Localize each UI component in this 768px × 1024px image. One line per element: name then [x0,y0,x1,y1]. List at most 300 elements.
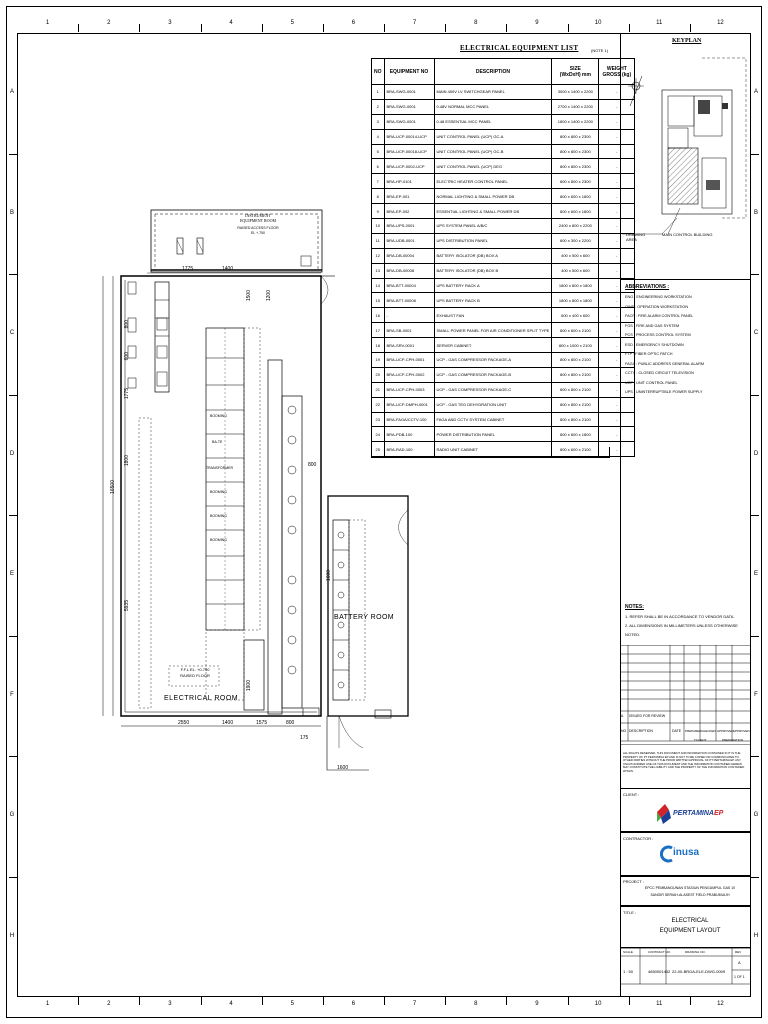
table-header-row [372,59,635,85]
cell-equipment-no: BRA-FAGA/CCTV-100 [384,412,434,427]
column-marker-bottom: 3 [168,1001,172,1007]
footer-drawing-no: 22-00-BRGA-ELE-DWG-0009 [672,969,726,974]
row-marker-right: D [753,450,759,457]
column-divider-tick [262,997,263,1005]
cell-weight: - [599,278,635,293]
table-row [372,412,635,427]
cell-size: 800 x 800 x 2100 [552,367,599,382]
cell-weight: - [599,248,635,263]
abbreviation-item: FACP : FIRE ALARM CONTROL PANEL [625,314,694,318]
col-weight: WEIGHT GROSS (kg) [599,59,635,85]
column-divider-tick [506,24,507,32]
footer-contract-label: CONTRACT NO. [648,950,671,954]
cell-description: UCP - GAS TEG DEHYDRATION UNIT [434,397,552,412]
cell-no: 8 [372,189,385,204]
abbreviation-item: FGS : FIRE AND GAS SYSTEM [625,323,680,328]
cell-description: UCP - GAS COMPRESSOR PACKAGE-B [434,367,552,382]
column-marker-bottom: 6 [351,1001,356,1007]
table-row [372,308,635,323]
footer-drawing-label: DRAWING NO. [685,950,706,954]
panel-label-6: BOOMING [210,538,227,542]
cell-description: UPS BATTERY RACK A [434,278,552,293]
table-row [372,174,635,189]
abbreviation-item: UCP : UNIT CONTROL PANEL [625,380,678,385]
column-marker-top: 10 [594,20,602,26]
row-marker-left: G [9,812,15,819]
cell-description: UNIT CONTROL PANEL (UCP) GC-A [434,129,552,144]
column-marker-top: 2 [107,20,111,26]
abbreviations-list [625,293,749,398]
column-divider-tick [568,997,569,1005]
row-marker-right: F [754,691,758,698]
rev-header-date: DATE [672,729,682,733]
instrument-room-sub: RAISED ACCESS FLOOR EL +.750 [237,226,279,235]
column-divider-tick [139,24,140,32]
rev-header-description: DESCRIPTION [629,729,653,733]
cell-equipment-no: BRA-SB-0001 [384,323,434,338]
table-row [372,353,635,368]
row-divider-tick [751,274,759,275]
dim-left-total: 16500 [110,480,116,494]
contractor-name: inusa [673,847,700,858]
table-row [372,219,635,234]
cell-weight: - [599,114,635,129]
drawing-title-box [620,906,751,948]
row-marker-right: C [753,330,759,337]
table-row [372,144,635,159]
cell-weight: - [599,189,635,204]
dim-175: 175 [300,735,309,741]
column-divider-tick [629,997,630,1005]
cell-equipment-no: BRA-BTT-00004 [384,278,434,293]
cell-description: RADIO UNIT CABINET [434,442,552,457]
table-row [372,248,635,263]
cell-size: 1800 x 800 x 1800 [552,293,599,308]
cell-size: 800 x 600 x 1800 [552,427,599,442]
row-marker-left: B [9,209,14,216]
cell-weight: - [599,397,635,412]
cell-no: 24 [372,427,385,442]
electrical-room-label: ELECTRICAL ROOM [164,695,239,702]
cell-size: 1800 x 800 x 1800 [552,278,599,293]
note-item: 1. REFER SHALL BE IN ACCORDANCE TO VENDOR DATA. [625,614,735,619]
cell-description: BATTERY ISOLATOR (DB) BOX B [434,263,552,278]
cell-size: 1800 x 1400 x 2200 [552,114,599,129]
cell-size: 2700 x 1400 x 2200 [552,99,599,114]
cell-equipment-no: BRA-SWG-0001 [384,99,434,114]
table-blank-row [371,447,610,458]
cell-equipment-no: BRA-UCP-00018-UCP [384,144,434,159]
dim-vert-1600: 1600 [326,570,332,582]
cell-size: 800 x 800 x 2100 [552,353,599,368]
cell-equipment-no: BRA-DB-00008 [384,263,434,278]
col-description: DESCRIPTION [434,59,552,85]
column-marker-bottom: 12 [717,1001,724,1007]
cell-no: 13 [372,263,385,278]
table-row [372,278,635,293]
column-divider-tick [690,997,691,1005]
cell-no: 11 [372,233,385,248]
copyright-notice: ALL RIGHTS RESERVED. THIS DOCUMENT AND INFORMATION CONTAINED IN IT IS THE PROPERTY OF PT PERTAMINA EP AND IS NOT TO BE COPIED OR COMMUNICATED TO OTHER PARTIES WITHOUT THE PRIOR WRITTEN APPROVAL OF PT PERTAMINA EP. ANY UNAUTHORIZED USE OF THIS DOCUMENT AND THE INFORMATION CONTAINED HEREIN MAY CONSTITUTE THE LIABILITY AND THE PROPERTY OF THE INFORMATION CONTAINED WITHIN. [623,751,745,773]
cell-description: 0.48V NORMAL MCC PANEL [434,99,552,114]
cell-equipment-no: BRA-UCP-CPH-0002 [384,367,434,382]
column-marker-top: 5 [290,20,294,26]
row-divider-tick [751,877,759,878]
cell-size: 800 x 800 x 2100 [552,382,599,397]
cell-equipment-no: BRA-UDB-0001 [384,233,434,248]
column-divider-tick [445,24,446,32]
rev-header-prepared: PREPARED [685,729,702,733]
client-label: CLIENT : [623,792,640,797]
cell-equipment-no: BRA-UCP-CPH-0001 [384,353,434,368]
cell-description: UPS DISTRIBUTION PANEL [434,233,552,248]
row-marker-right: E [753,571,758,578]
footer-sheet: 1 OF 1 [734,975,745,979]
cell-no: 4 [372,129,385,144]
row-divider-tick [751,154,759,155]
row-marker-right: A [753,89,758,96]
cell-no: 10 [372,219,385,234]
row-divider-tick [751,515,759,516]
footer-scale: 1 : 50 [623,969,634,974]
row-marker-left: A [9,89,14,96]
cell-weight: - [599,442,635,457]
cell-equipment-no: BRA-UCP-0002-UCP [384,159,434,174]
panel-label-2: BA-TE [212,440,223,444]
dim-battery-bottom: 1600 [337,765,349,771]
cell-equipment-no: BRA-PDB-100 [384,427,434,442]
abbreviation-item: PCS : PROCESS CONTROL SYSTEM [625,333,691,337]
cell-description: UNIT CONTROL PANEL (UCP) GC-B [434,144,552,159]
rev-row-description: ISSUED FOR REVIEW [629,714,666,718]
abbreviation-item: FTP : FIBER OPTIC PATCH [625,352,673,356]
column-marker-bottom: 1 [45,1001,50,1007]
cell-size: 800 x 800 x 2300 [552,129,599,144]
column-divider-tick [384,24,385,32]
keyplan-title: KEYPLAN [672,38,702,44]
cell-no: 14 [372,278,385,293]
cell-size: 400 x 500 x 600 [552,263,599,278]
table-row [372,323,635,338]
abbreviation-item: FAGA : PUBLIC ADDRESS GENERAL ALARM [625,361,704,366]
row-marker-right: B [753,209,758,216]
cell-weight: - [599,144,635,159]
cell-description: 0.48 ESSENTIAL MCC PANEL [434,114,552,129]
row-marker-right: H [753,932,759,939]
cell-no: 9 [372,204,385,219]
cell-size: 800 x 800 x 2100 [552,397,599,412]
cell-no: 7 [372,174,385,189]
cell-equipment-no: BRA-UPS-0001 [384,219,434,234]
notes-list [625,612,749,639]
cell-equipment-no: - [384,308,434,323]
column-divider-tick [323,997,324,1005]
cell-no: 3 [372,114,385,129]
table-row [372,263,635,278]
cell-equipment-no: BRA-UCP-00014-UCP [384,129,434,144]
dim-vert-1900: 1900 [246,680,252,692]
column-marker-top: 1 [45,20,50,26]
column-divider-tick [78,997,79,1005]
dim-left-3: 1775 [124,388,130,400]
note-item: 2. ALL DIMENSIONS IN MILLIMETERS UNLESS OTHERWISE NOTED. [625,623,738,637]
row-marker-left: C [9,330,15,337]
cell-weight: - [599,367,635,382]
cell-size: 2400 x 800 x 2200 [552,219,599,234]
cell-description: ESSENTIAL LIGHTING & SMALL POWER DB [434,204,552,219]
rev-row-letter: A [621,714,624,718]
client-name-b: EP [713,810,724,817]
floor-level-label: F.F.L EL. +0.750 RAISED FLOOR [180,667,210,678]
column-marker-bottom: 4 [229,1001,233,1007]
table-row [372,233,635,248]
cell-equipment-no: BRA-HP-0101 [384,174,434,189]
column-marker-bottom: 7 [412,1001,417,1007]
cell-description: EXHAUST FAN [434,308,552,323]
rev-dept-label: TCLIENT [694,738,707,742]
cell-description: UNIT CONTROL PANEL (UCP) DEG [434,159,552,174]
abbreviation-item: CCTV : CLOSED CIRCUIT TELEVISION [625,371,694,375]
cell-equipment-no: BRA-UCP-CPH-0003 [384,382,434,397]
keyplan-building-label: MAIN CONTROL BUILDING [662,232,713,237]
rev-header-checked: CHECKED [701,729,716,733]
dim-vert-1500: 1500 [246,290,252,302]
cell-weight: - [599,293,635,308]
table-row [372,427,635,442]
row-divider-tick [751,395,759,396]
panel-label-3: TRANSFORMER [206,466,234,470]
abbreviation-item: OWS : OPERATION WORKSTATION [625,304,689,309]
cell-weight: - [599,382,635,397]
column-divider-tick [78,24,79,32]
cell-no: 18 [372,338,385,353]
cell-no: 2 [372,99,385,114]
panel-label-1: BOOMING [210,414,227,418]
abbreviations-title: ABBREVIATIONS : [625,284,670,290]
abbreviation-item: UPS : UNINTERRUPTIBLE POWER SUPPLY [625,390,703,394]
table-row [372,189,635,204]
row-marker-right: G [753,812,759,819]
row-divider-tick [9,154,17,155]
dim-left-2: 600 [124,352,130,361]
cell-description: NORMAL LIGHTING & SMALL POWER DB [434,189,552,204]
cell-weight: - [599,129,635,144]
cell-no: 23 [372,412,385,427]
footer-contract: 4650001432 [648,969,671,974]
column-marker-bottom: 10 [594,1001,602,1007]
project-line-1: EPCC PEMBANGUNAN STASIUN PENGUMPUL GAS 10 [644,886,736,890]
instrument-room-label: INSTRUMENT EQUIPMENT ROOM [239,213,277,223]
cell-weight: - [599,159,635,174]
footer-rev: A [738,960,741,965]
cell-description: FAGA AND CCTV SYSTEM CABINET [434,412,552,427]
dim-left-1: 800 [124,320,130,329]
cell-no: 1 [372,85,385,100]
table-row [372,204,635,219]
cell-description: UPS BATTERY RACK B [434,293,552,308]
client-name-a: PERTAMINA [673,810,714,817]
dim-bottom-1: 2550 [178,720,190,726]
pertamina-logo-icon [655,800,673,826]
column-marker-top: 11 [656,20,663,26]
cell-size: 800 x 800 x 2100 [552,412,599,427]
table-row [372,293,635,308]
cell-size: 400 x 500 x 600 [552,248,599,263]
column-marker-bottom: 9 [535,1001,539,1007]
cell-size: 600 x 400 x 600 [552,308,599,323]
cell-size: 800 x 800 x 2300 [552,159,599,174]
column-marker-bottom: 11 [656,1001,663,1007]
drawing-title-line-1: ELECTRICAL [671,918,709,924]
cell-size: 800 x 800 x 2300 [552,174,599,189]
cell-equipment-no: BRA-UCP-DMPH-0001 [384,397,434,412]
cell-weight: - [599,233,635,248]
cell-equipment-no: BRA-EP-002 [384,204,434,219]
rev-header-approved-2: APPROVED [733,729,750,733]
inusa-logo-icon [660,845,674,863]
column-marker-top: 9 [535,20,539,26]
cell-equipment-no: BRA-EP-001 [384,189,434,204]
dim-bottom-2: 1400 [222,720,234,726]
column-divider-tick [201,24,202,32]
cell-size: 800 x 600 x 2100 [552,442,599,457]
rev-header-approved-1: APPROVED [717,729,734,733]
cell-description: SERVER CABINET [434,338,552,353]
column-divider-tick [445,997,446,1005]
col-no: NO [372,59,385,85]
abbreviation-item: ENG : ENGINEERING WORKSTATION [625,295,692,299]
cell-description: MAIN 400V LV SWITCHGEAR PANEL [434,85,552,100]
cell-no: 5 [372,144,385,159]
cell-description: BATTERY ISOLATOR (DB) BOX A [434,248,552,263]
cell-description: UCP - GAS COMPRESSOR PACKAGE-A [434,353,552,368]
column-divider-tick [690,24,691,32]
col-size: SIZE (WxDxH) mm [552,59,599,85]
cell-weight: - [599,263,635,278]
table-row [372,159,635,174]
column-marker-top: 8 [474,20,478,26]
cell-no: 16 [372,308,385,323]
cell-equipment-no: BRA-SRV-0001 [384,338,434,353]
contractor-label: CONTRACTOR : [623,836,654,841]
cell-equipment-no: BRA-SWG-0001 [384,85,434,100]
row-divider-tick [9,395,17,396]
rev-prep-label: PREPARATION [722,738,744,742]
cell-size: 800 x 600 x 1800 [552,204,599,219]
cell-description: ELECTRIC HEATER CONTROL PANEL [434,174,552,189]
column-marker-bottom: 8 [474,1001,478,1007]
panel-label-4: BOOMING [210,490,227,494]
cell-weight: - [599,174,635,189]
row-marker-left: E [9,571,14,578]
keyplan-drawing [622,48,750,248]
cell-no: 19 [372,353,385,368]
column-marker-bottom: 5 [290,1001,294,1007]
column-divider-tick [262,24,263,32]
column-divider-tick [201,997,202,1005]
cell-weight: - [599,99,635,114]
dim-top-2: 1400 [222,266,234,272]
client-name [673,810,723,817]
table-row [372,129,635,144]
equipment-table [371,58,635,457]
cell-size: 800 x 800 x 2300 [552,144,599,159]
row-divider-tick [751,636,759,637]
dim-left-5: 5935 [124,600,130,612]
equipment-list-title: ELECTRICAL EQUIPMENT LIST [460,44,579,52]
equipment-list-note: (NOTE 1) [591,48,609,53]
row-divider-tick [9,756,17,757]
rev-header-no: NO [621,729,627,733]
drawing-title-line-2: EQUIPMENT LAYOUT [659,928,721,934]
row-marker-left: D [9,450,15,457]
cell-description: POWER DISTRIBUTION PANEL [434,427,552,442]
dim-bottom-4: 800 [286,720,295,726]
cell-weight: - [599,338,635,353]
column-marker-top: 7 [412,20,417,26]
column-marker-top: 3 [168,20,172,26]
cell-weight: - [599,219,635,234]
column-divider-tick [323,24,324,32]
cell-size: 800 x 1000 x 2100 [552,338,599,353]
cell-equipment-no: BRA-DB-00004 [384,248,434,263]
abbreviation-item: ESD : EMERGENCY SHUTDOWN [625,342,684,347]
column-marker-top: 4 [229,20,233,26]
cell-size: 3000 x 1400 x 2200 [552,85,599,100]
cell-weight: - [599,412,635,427]
column-marker-top: 12 [717,20,724,26]
col-equipment-no: EQUIPMENT NO [384,59,434,85]
dim-bottom-3: 1575 [256,720,268,726]
row-divider-tick [9,274,17,275]
cell-no: 22 [372,397,385,412]
column-marker-top: 6 [351,20,356,26]
row-divider-tick [9,636,17,637]
dim-vert-1200: 1200 [266,290,272,302]
table-row [372,367,635,382]
column-divider-tick [629,24,630,32]
project-line-2: SANGIR SERIAH-ALASEST FIELD PRABUMULIH [650,893,730,897]
cell-weight: - [599,353,635,368]
column-divider-tick [384,997,385,1005]
cell-no: 20 [372,367,385,382]
cell-size: 800 x 600 x 2100 [552,323,599,338]
keyplan-drawing-area: DRAWING AREA [626,232,646,242]
cell-no: 6 [372,159,385,174]
cell-description: UCP - GAS COMPRESSOR PACKAGE-C [434,382,552,397]
column-divider-tick [506,997,507,1005]
table-row [372,85,635,100]
cell-equipment-no: BRA-SWG-0001 [384,114,434,129]
dim-left-4: 1800 [124,455,130,467]
contractor-logo [660,845,674,868]
cell-weight: - [599,85,635,100]
table-row [372,99,635,114]
row-marker-left: F [10,691,14,698]
cell-weight: - [599,427,635,442]
cell-no: 25 [372,442,385,457]
drawing-title-label: TITLE : [623,910,637,915]
cell-no: 12 [372,248,385,263]
cell-description: SMALL POWER PANEL FOR AIR CONDITIONER SPLIT TYPE [434,323,552,338]
cell-equipment-no: BRA-BTT-00008 [384,293,434,308]
cell-weight: - [599,308,635,323]
cell-weight: - [599,323,635,338]
table-row [372,397,635,412]
column-divider-tick [568,24,569,32]
cell-equipment-no: BRA-RAD-100 [384,442,434,457]
table-row [372,114,635,129]
